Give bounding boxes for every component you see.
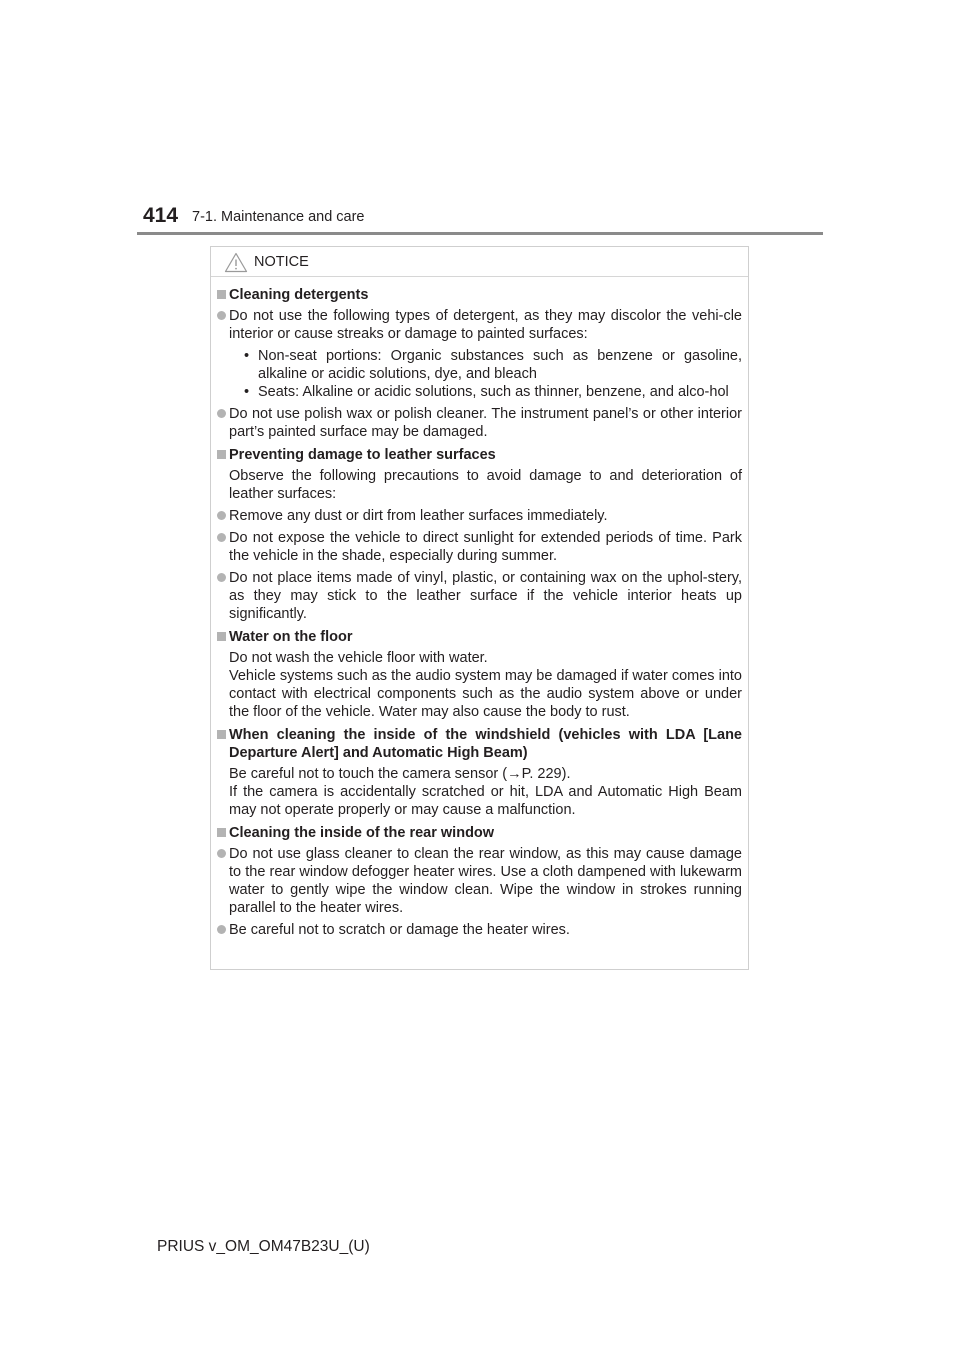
paragraph: Observe the following precautions to avoid damage to and deterioration of leather surfaces: [229,468,742,502]
paragraph: If the camera is accidentally scratched or hit, LDA and Automatic High Beam may not operate properly or may cause a malfunction. [229,784,742,818]
notice-header [211,247,748,277]
square-bullet-icon [217,730,226,739]
list-item: Do not expose the vehicle to direct sunlight for extended periods of time. Park the vehicle in the shade, especially during summer. [217,529,742,565]
square-bullet-icon [217,632,226,641]
circle-bullet-icon [217,573,226,582]
list-item: Do not place items made of vinyl, plastic, or containing wax on the uphol-stery, as they may stick to the leather surface if the vehicle interior heats up significantly. [217,569,742,623]
circle-bullet-icon [217,849,226,858]
sub-list [217,347,742,401]
warning-triangle-icon [224,252,248,273]
circle-bullet-icon [217,533,226,542]
sub-list-item: • Seats: Alkaline or acidic solutions, such as thinner, benzene, and alco-hol [244,384,729,400]
notice-label: NOTICE [254,254,309,270]
square-bullet-icon [217,290,226,299]
notice-box [210,246,749,970]
circle-bullet-icon [217,925,226,934]
section-heading: Preventing damage to leather surfaces [217,446,742,464]
section-rear-window [217,824,742,939]
section-heading: Water on the floor [217,628,742,646]
square-bullet-icon [217,450,226,459]
section-windshield [217,726,742,819]
list-item: Do not use glass cleaner to clean the rear window, as this may cause damage to the rear window defogger heater wires. Use a cloth dampened with lukewarm water to gently wipe the window clean. Wipe the window in strokes running parallel to the heater wires. [217,845,742,917]
page-number: 414 [143,204,179,227]
square-bullet-icon [217,828,226,837]
paragraph: Vehicle systems such as the audio system may be damaged if water comes into contact with electrical components such as the audio system above or under the floor of the vehicle. Water may also cause the body to rust. [229,668,742,720]
footer-doc-code: PRIUS v_OM_OM47B23U_(U) [157,1238,370,1255]
circle-bullet-icon [217,511,226,520]
circle-bullet-icon [217,409,226,418]
section-heading: Cleaning the inside of the rear window [217,824,742,842]
header-divider [137,232,823,235]
notice-body [211,277,748,939]
list-item: Do not use polish wax or polish cleaner. The instrument panel’s or other interior part’s painted surface may be damaged. [217,405,742,441]
circle-bullet-icon [217,311,226,320]
sub-list-item: • Non-seat portions: Organic substances such as benzene or gasoline, alkaline or acidic solutions, dye, and bleach [244,348,742,382]
section-leather-surfaces [217,446,742,623]
paragraph: Be careful not to touch the camera sensor (→P. 229). [229,766,571,782]
paragraph: Do not wash the vehicle floor with water. [229,650,488,666]
page-header [143,203,823,233]
section-cleaning-detergents [217,286,742,441]
list-item: Remove any dust or dirt from leather surfaces immediately. [217,507,742,525]
section-water-on-floor [217,628,742,721]
list-item: Do not use the following types of detergent, as they may discolor the vehi-cle interior or cause streaks or damage to painted surfaces: [217,307,742,343]
section-heading: When cleaning the inside of the windshield (vehicles with LDA [Lane Departure Alert] and Automatic High Beam) [217,726,742,762]
section-heading: Cleaning detergents [217,286,742,304]
list-item: Be careful not to scratch or damage the heater wires. [217,921,742,939]
section-title: 7-1. Maintenance and care [192,209,365,225]
